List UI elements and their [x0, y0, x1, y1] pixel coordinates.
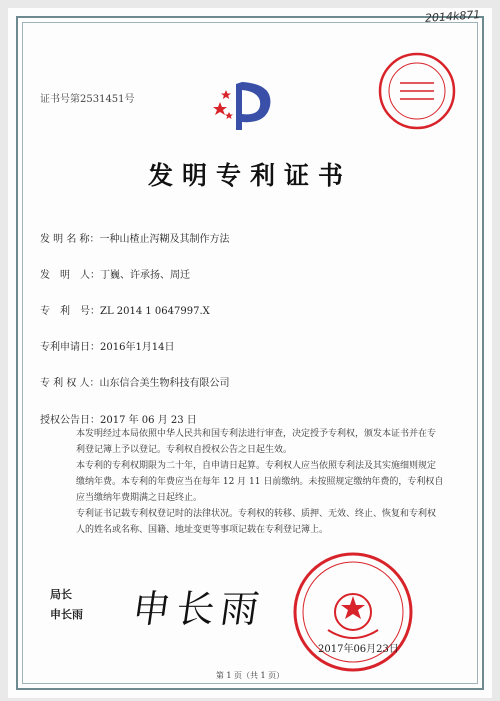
paragraph-1: 本发明经过本局依照中华人民共和国专利法进行审查，决定授予专利权，颁发本证书并在专利登记簿上予以登记。专利权自授权公告之日起生效。: [76, 429, 437, 455]
grant-date-field: 授权公告日：2017 年 06 月 23 日: [40, 415, 197, 426]
page-number: 第 1 页（共 1 页）: [215, 671, 285, 680]
patent-office-logo-icon: [212, 72, 282, 134]
certificate-page: [8, 8, 492, 698]
patentee-field: 专 利 权 人：山东信合美生物科技有限公司: [40, 378, 230, 389]
invention-name-field: 发 明 名 称：一种山楂止泻糊及其制作方法: [40, 234, 230, 245]
director-name: 申长雨: [50, 608, 83, 621]
top-right-seal-icon: [376, 50, 458, 132]
paragraph-2: 本专利的专利权期限为二十年，自申请日起算。专利权人应当依照专利法及其实施细则规定缴纳年费。本专利的年费应当在每年 12 月 11 日前缴纳。未按照规定缴纳年费的，专利权自应当缴纳年费期满之日起终止。: [76, 461, 444, 503]
certificate-number: 证书号第2531451号: [40, 94, 135, 105]
page-title: 发明专利证书: [147, 161, 352, 190]
filing-date-field: 专利申请日：2016年1月14日: [40, 342, 175, 353]
handwritten-signature: 申长雨: [129, 587, 268, 631]
paragraph-3: 专利证书记载专利权登记时的法律状况。专利权的转移、质押、无效、终止、恢复和专利权人的姓名或名称、国籍、地址变更等事项记载在专利登记簿上。: [76, 509, 437, 535]
patent-number-field: 专 利 号：ZL 2014 1 0647997.X: [40, 306, 210, 317]
inventors-field: 发 明 人：丁巍、许承扬、周迁: [40, 270, 190, 281]
director-title: 局长: [50, 588, 72, 601]
seal-date: 2017年06月23日: [318, 644, 399, 655]
handwritten-number: 2014k871: [424, 8, 481, 25]
